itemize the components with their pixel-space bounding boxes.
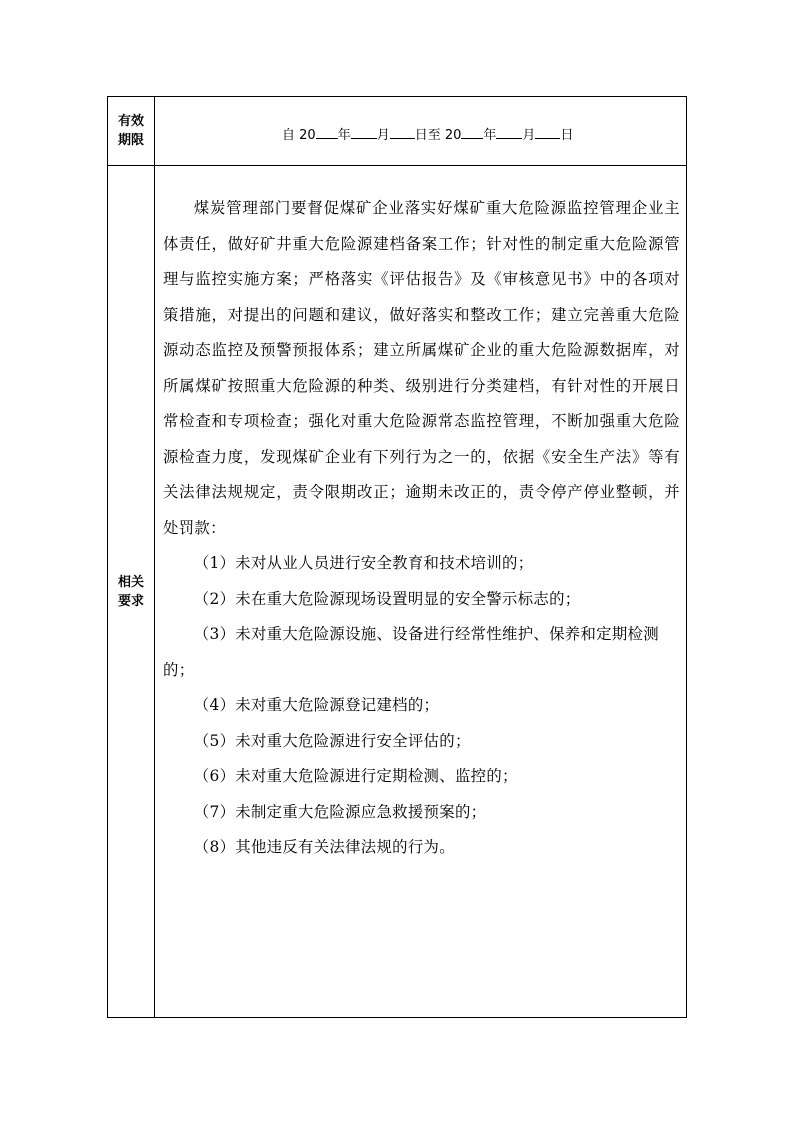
requirement-item-6: （6）未对重大危险源进行定期检测、监控的； [193,767,518,785]
requirement-item-8: （8）其他违反有关法律法规的行为。 [193,838,455,856]
validity-from-text: 自 20 [282,128,316,143]
year-text-1: 年 [337,128,351,143]
requirement-item-5: （5）未对重大危险源进行安全评估的； [193,731,471,750]
requirement-item-2: （2）未在重大危险源现场设置明显的安全警示标志的； [193,589,581,608]
day-blank-2 [535,126,560,139]
month-text-2: 月 [522,128,536,143]
requirements-label-line1: 相关 [117,574,144,590]
validity-content-cell [155,97,686,165]
day-text-2: 日 [560,128,574,143]
validity-label-line1: 有效 [117,114,144,129]
validity-row [108,97,686,166]
requirements-label [118,573,144,611]
requirement-item-7: （7）未制定重大危险源应急救援预案的； [193,802,487,821]
year-text-2: 年 [483,128,497,143]
requirements-label-cell [108,166,155,1017]
validity-label-line2: 期限 [117,133,144,148]
requirement-item-3: （3）未对重大危险源设施、设备进行经常性维护、保养和定期检测的； [163,625,659,679]
document-table [107,96,687,1018]
month-blank-2 [496,126,522,139]
requirements-row [108,166,686,1017]
year-blank-2 [461,126,483,139]
validity-label [118,112,144,150]
year-blank-1 [316,126,338,139]
requirement-item-1: （1）未对从业人员进行安全教育和技术培训的； [193,554,534,572]
requirements-paragraph: 煤炭管理部门要督促煤矿企业落实好煤矿重大危险源监控管理企业主体责任，做好矿井重大危险源建档备案工作；针对性的制定重大危险源管理与监控实施方案；严格落实《评估报告》及《审核意见书》中的各项对策措施，对提出的问题和建议，做好落实和整改工作；建立完善重大危险源动态监控及预警预报体系；建立所属煤矿企业的重大危险源数据库，对所属煤矿按照重大危险源的种类、级别进行分类建档，有针对性的开展日常检查和专项检查；强化对重大危险源常态监控管理，不断加强重大危险源检查力度，发现煤矿企业有下列行为之一的，依据《安全生产法》等有关法律法规规定，责令限期改正；逾期未改正的，责令停产停业整顿，并处罚款： [163,199,680,537]
requirement-item-4: （4）未对重大危险源登记建档的； [193,696,440,714]
validity-period-line [282,126,573,144]
requirements-text [163,191,680,866]
day-to-text: 日至 20 [414,128,462,143]
month-text-1: 月 [376,128,390,143]
requirements-content-cell [155,166,686,1017]
requirements-label-line2: 要求 [117,593,144,609]
month-blank-1 [351,126,377,139]
validity-label-cell [108,97,155,165]
day-blank-1 [390,126,415,139]
